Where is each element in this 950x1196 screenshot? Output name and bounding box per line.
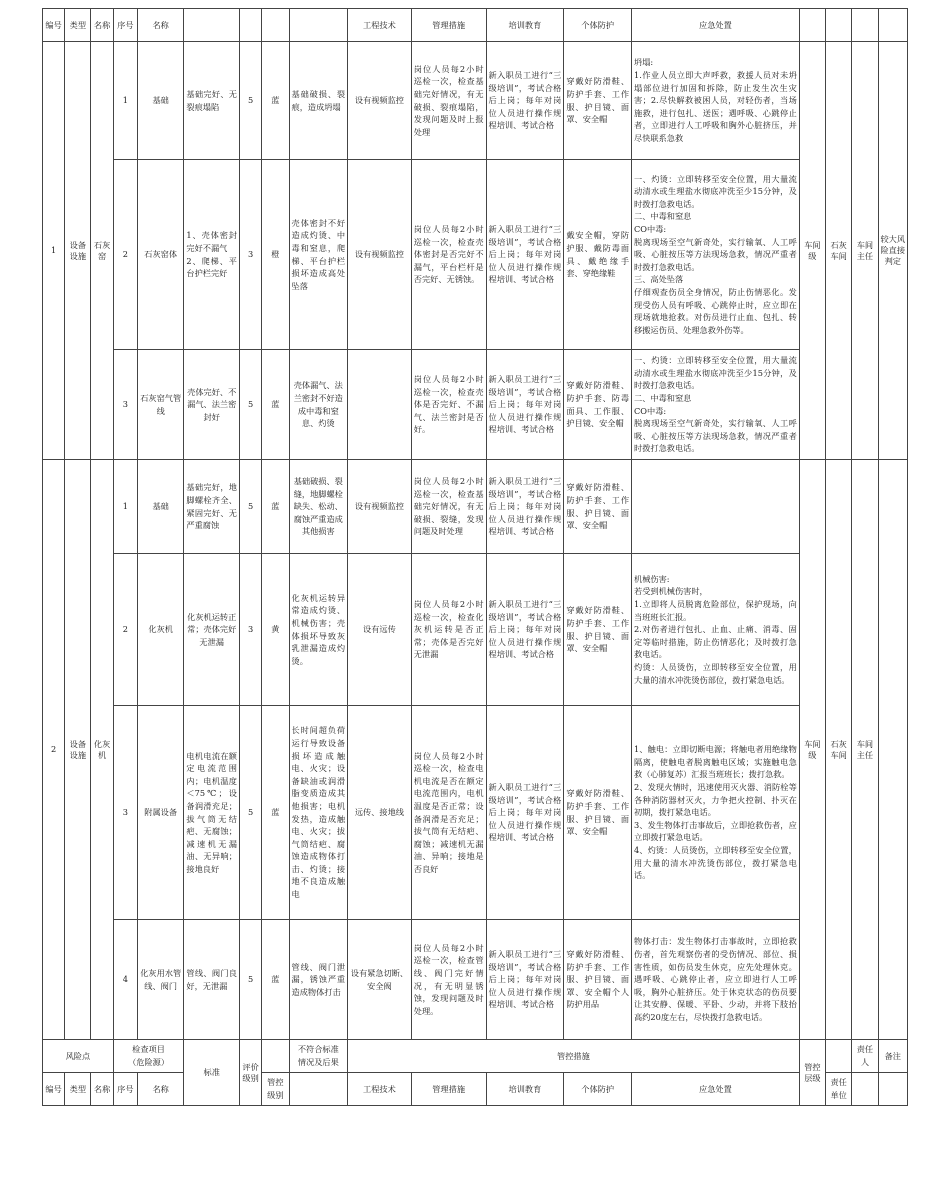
table-row xyxy=(43,706,908,920)
row-ppe: 穿戴好防滑鞋、防护手套、防毒面具、工作服、护目镜、安全帽 xyxy=(564,350,632,460)
row-ppe: 穿戴好防滑鞋、防护手套、工作服、护目镜、面罩、安全帽个人防护用品 xyxy=(564,920,632,1040)
footer-subheader-row xyxy=(43,1073,908,1106)
row-item: 附属设备 xyxy=(137,706,183,920)
table-row xyxy=(43,920,908,1040)
group-person: 车间主任 xyxy=(852,42,878,460)
footer-standard: 标准 xyxy=(184,1040,240,1106)
header-no: 编号 xyxy=(43,9,65,42)
row-emerg xyxy=(632,460,800,554)
footer-header-row xyxy=(43,1040,908,1073)
footer-nonconform: 不符合标准 情况及后果 xyxy=(289,1040,348,1073)
row-seq: 2 xyxy=(113,160,137,350)
row-emerg: 坍塌: 1.作业人员立即大声呼救，救援人员对未坍塌部位进行加固和拆除，防止发生次生灾害；2.尽快解救被困人员，对轻伤者，当场施救，进行包扎、送医；遇呼吸、心跳停止者，立即进行人工呼吸和胸外心脏挤压，并尽快联系急救 xyxy=(632,42,800,160)
group-person: 车间主任 xyxy=(852,460,878,1040)
row-class: 蓝 xyxy=(262,350,289,460)
table-row xyxy=(43,460,908,554)
group-name: 化灰机 xyxy=(91,460,113,1040)
row-item: 化灰机 xyxy=(137,554,183,706)
footer-check-item: 检查项目 （危险源） xyxy=(113,1040,184,1073)
header-mgmt: 管理措施 xyxy=(411,9,486,42)
row-mgmt: 岗位人员每2小时巡检一次，检查壳体是否完好、不漏气、法兰密封是否好。 xyxy=(411,350,486,460)
footer-risk-point: 风险点 xyxy=(43,1040,114,1073)
table-row xyxy=(43,350,908,460)
group-name: 石灰窑 xyxy=(91,42,113,460)
group-no: 2 xyxy=(43,460,65,1040)
row-eval: 5 xyxy=(240,920,262,1040)
group-type: 设备设施 xyxy=(65,42,91,460)
row-mgmt: 岗位人员每2小时巡检一次，检查基础完好情况，有无破损、裂痕塌陷，发现问题及时上报处理 xyxy=(411,42,486,160)
row-class: 黄 xyxy=(262,554,289,706)
row-emerg: 一、灼烫：立即转移至安全位置，用大量流动清水或生理盐水彻底冲洗至少15分钟，及时拨打急救电话。 二、中毒和窒息 CO中毒: 脱离现场至空气新奇处，实行输氧、人工呼吸、心脏按压等方法现场急救，情况严重者时拨打急救电话。 xyxy=(632,350,800,460)
row-nonconform: 化灰机运转异常造成灼烫、机械伤害；壳体损坏导致灰乳泄漏造成灼烫。 xyxy=(289,554,348,706)
header-emerg: 应急处置 xyxy=(632,9,800,42)
footer-train: 培训教育 xyxy=(486,1073,564,1106)
footer-ppe: 个体防护 xyxy=(564,1073,632,1106)
group-unit: 石灰车间 xyxy=(826,460,852,1040)
header-seq: 序号 xyxy=(113,9,137,42)
row-mgmt: 岗位人员每2小时巡检一次，检查化灰机运转是否正常；壳体是否完好无泄漏 xyxy=(411,554,486,706)
row-tech: 远传、接地线 xyxy=(348,706,412,920)
row-class: 蓝 xyxy=(262,706,289,920)
row-train: 新入职员工进行“三级培训”，考试合格后上岗；每年对岗位人员进行操作规程培训、考试合格 xyxy=(486,920,564,1040)
row-tech: 设有视频监控 xyxy=(348,42,412,160)
row-nonconform: 基础破损、裂缝，地脚螺栓缺失、松动、腐蚀严重造成其他损害 xyxy=(289,460,348,554)
row-mgmt: 岗位人员每2小时巡检一次，检查壳体密封是否完好不漏气，平台栏杆是否完好、无锈蚀。 xyxy=(411,160,486,350)
row-class: 蓝 xyxy=(262,42,289,160)
row-nonconform: 壳体漏气、法兰密封不好造成中毒和窒息、灼烫 xyxy=(289,350,348,460)
row-item: 化灰用水管线、阀门 xyxy=(137,920,183,1040)
footer-remark: 备注 xyxy=(878,1040,907,1073)
row-standard: 管线、阀门良好，无泄漏 xyxy=(184,920,240,1040)
footer-control-measures: 管控措施 xyxy=(348,1040,800,1073)
row-emerg: 机械伤害: 若受到机械伤害时， 1.立即将人员脱离危险部位，保护现场，向当班班长汇报。 2.对伤者进行包扎、止血、止痛、消毒、固定等临时措施，防止伤情恶化；及时拨打急救电话。 灼烫：人员烫伤，立即转移至安全位置，用大量的清水冲洗烫伤部位，拨打紧急电话。 xyxy=(632,554,800,706)
group-type: 设备设施 xyxy=(65,460,91,1040)
row-train: 新入职员工进行“三级培训”，考试合格后上岗；每年对岗位人员进行操作规程培训、考试合格 xyxy=(486,160,564,350)
row-eval: 3 xyxy=(240,554,262,706)
row-standard: 基础完好，地脚螺栓齐全、紧固完好、无严重腐蚀 xyxy=(184,460,240,554)
row-train: 新入职员工进行“三级培训”，考试合格后上岗；每年对岗位人员进行操作规程培训、考试合格 xyxy=(486,554,564,706)
footer-resp-person: 责任人 xyxy=(852,1040,878,1073)
row-eval: 5 xyxy=(240,460,262,554)
row-nonconform: 管线、阀门泄漏，锈蚀严重造成物体打击 xyxy=(289,920,348,1040)
row-eval: 5 xyxy=(240,42,262,160)
row-emerg: 物体打击：发生物体打击事故时，立即抢救伤者，首先观察伤者的受伤情况、部位、损害性质，如伤员发生休克，应先处理休克。遇呼吸、心跳停止者，应立即进行人工呼吸，胸外心脏挤压。处于休克状态的伤员要让其安静、保暖、平卧、少动，并将下肢抬高约20度左右，尽快拨打急救电话。 xyxy=(632,920,800,1040)
row-train: 新入职员工进行“三级培训”，考试合格后上岗；每年对岗位人员进行操作规程培训、考试合格 xyxy=(486,460,564,554)
row-ppe: 穿戴好防滑鞋、防护手套、工作服、护目镜、面罩、安全帽 xyxy=(564,554,632,706)
header-tech: 工程技术 xyxy=(348,9,412,42)
table-row xyxy=(43,160,908,350)
footer-name: 名称 xyxy=(91,1073,113,1106)
group-no: 1 xyxy=(43,42,65,460)
footer-mgmt: 管理措施 xyxy=(411,1073,486,1106)
header-train: 培训教育 xyxy=(486,9,564,42)
table-row xyxy=(43,42,908,160)
row-class: 蓝 xyxy=(262,460,289,554)
row-emerg: 1、触电：立即切断电源；将触电者用绝缘物隔离，使触电者脱离触电区域；实施触电急救（心肺复苏）汇报当班班长；拨打急救。 2、发现火情时，迅速使用灭火器、消防栓等各种消防器材灭火，力争把火控制、扑灭在初期，拨打紧急电话。 3、发生物体打击事故后，立即抢救伤者，应立即拨打紧急电话。 4、灼烫：人员烫伤，立即转移至安全位置，用大量的清水冲洗烫伤部位，拨打紧急电话。 xyxy=(632,706,800,920)
row-mgmt: 岗位人员每2小时巡检一次，检查基础完好情况，有无破损、裂缝，发现问题及时处理 xyxy=(411,460,486,554)
row-seq: 4 xyxy=(113,920,137,1040)
footer-emerg: 应急处置 xyxy=(632,1073,800,1106)
risk-control-table xyxy=(42,8,908,1106)
row-seq: 3 xyxy=(113,350,137,460)
row-standard: 基础完好、无裂痕塌陷 xyxy=(184,42,240,160)
row-ppe: 穿戴好防滑鞋、防护手套、工作服、护目镜、面罩、安全帽 xyxy=(564,460,632,554)
group-remark xyxy=(878,460,907,1040)
row-standard: 电机电流在额定电流范围内；电机温度＜75℃；设备润滑充足；拔气筒无结疤、无腐蚀；减速机无漏油、无异响；接地良好 xyxy=(184,706,240,920)
header-name: 名称 xyxy=(91,9,113,42)
footer-eval-level: 评价 级别 xyxy=(240,1040,262,1106)
row-mgmt: 岗位人员每2小时巡检一次，检查电机电流是否在额定电流范围内，电机温度是否正常；设备润滑是否充足；拔气筒有无结疤、腐蚀；减速机无漏油、异响；接地是否良好 xyxy=(411,706,486,920)
row-class: 蓝 xyxy=(262,920,289,1040)
row-seq: 1 xyxy=(113,42,137,160)
footer-control-class: 管控 级别 xyxy=(262,1073,289,1106)
row-emerg: 一、灼烫：立即转移至安全位置，用大量流动清水或生理盐水彻底冲洗至少15分钟，及时拨打急救电话。 二、中毒和窒息 CO中毒: 脱离现场至空气新奇处，实行输氧、人工呼吸、心脏按压等方法现场急救，情况严重者时拨打急救电话。 三、高处坠落 仔细观查伤员全身情况，防止伤情恶化。发现受伤人员有呼吸、心跳停止时，应立即在现场就地抢救。对伤员进行止血、包扎、转移搬运伤员、处理急救外伤等。 xyxy=(632,160,800,350)
row-eval: 5 xyxy=(240,350,262,460)
row-train: 新入职员工进行“三级培训”，考试合格后上岗；每年对岗位人员进行操作规程培训、考试合格 xyxy=(486,706,564,920)
header-ppe: 个体防护 xyxy=(564,9,632,42)
row-class: 橙 xyxy=(262,160,289,350)
row-tech xyxy=(348,350,412,460)
header-type: 类型 xyxy=(65,9,91,42)
row-tech: 设有视频监控 xyxy=(348,460,412,554)
footer-item-name: 名称 xyxy=(137,1073,183,1106)
footer-no: 编号 xyxy=(43,1073,65,1106)
footer-tech: 工程技术 xyxy=(348,1073,412,1106)
row-nonconform: 基础破损、裂痕，造成坍塌 xyxy=(289,42,348,160)
table-row xyxy=(43,554,908,706)
footer-seq: 序号 xyxy=(113,1073,137,1106)
group-unit: 石灰车间 xyxy=(826,42,852,460)
row-standard: 1、壳体密封完好不漏气 2、爬梯、平台护栏完好 xyxy=(184,160,240,350)
row-seq: 3 xyxy=(113,706,137,920)
row-tech: 设有远传 xyxy=(348,554,412,706)
row-item: 石灰窑气管线 xyxy=(137,350,183,460)
row-seq: 1 xyxy=(113,460,137,554)
row-nonconform: 壳体密封不好造成灼烫、中毒和窒息，爬梯、平台护栏损坏造成高处坠落 xyxy=(289,160,348,350)
row-item: 石灰窑体 xyxy=(137,160,183,350)
row-train: 新入职员工进行“三级培训”，考试合格后上岗；每年对岗位人员进行操作规程培训、考试合格 xyxy=(486,42,564,160)
row-tech: 设有紧急切断、安全阀 xyxy=(348,920,412,1040)
row-mgmt: 岗位人员每2小时巡检一次，检查管线、阀门完好情况，有无明显锈蚀，发现问题及时处理。 xyxy=(411,920,486,1040)
footer-type: 类型 xyxy=(65,1073,91,1106)
footer-control-level: 管控层级 xyxy=(799,1040,825,1106)
row-tech: 设有视频监控 xyxy=(348,160,412,350)
footer-resp-unit: 责任 单位 xyxy=(826,1073,852,1106)
row-nonconform: 长时间超负荷运行导致设备损坏造成触电、火灾；设备缺油或润滑脂变质造成其他损害；电机发热，造成触电、火灾；拔气筒结疤、腐蚀造成物体打击、灼烫；接地不良造成触电 xyxy=(289,706,348,920)
group-remark: 较大风险直接判定 xyxy=(878,42,907,460)
row-seq: 2 xyxy=(113,554,137,706)
header-item-name: 名称 xyxy=(137,9,183,42)
row-standard: 壳体完好、不漏气、法兰密封好 xyxy=(184,350,240,460)
row-eval: 5 xyxy=(240,706,262,920)
group-level: 车间级 xyxy=(799,42,825,460)
row-eval: 3 xyxy=(240,160,262,350)
row-item: 基础 xyxy=(137,42,183,160)
group-level: 车间级 xyxy=(799,460,825,1040)
row-standard: 化灰机运转正常；壳体完好无泄漏 xyxy=(184,554,240,706)
header-row xyxy=(43,9,908,42)
row-ppe: 戴安全帽，穿防护服、戴防毒面具、戴绝缘手套、穿绝缘鞋 xyxy=(564,160,632,350)
row-ppe: 穿戴好防滑鞋、防护手套、工作服、护目镜、面罩、安全帽 xyxy=(564,706,632,920)
row-train: 新入职员工进行“三级培训”，考试合格后上岗；每年对岗位人员进行操作规程培训、考试合格 xyxy=(486,350,564,460)
row-item: 基础 xyxy=(137,460,183,554)
row-ppe: 穿戴好防滑鞋、防护手套、工作服、护目镜、面罩、安全帽 xyxy=(564,42,632,160)
